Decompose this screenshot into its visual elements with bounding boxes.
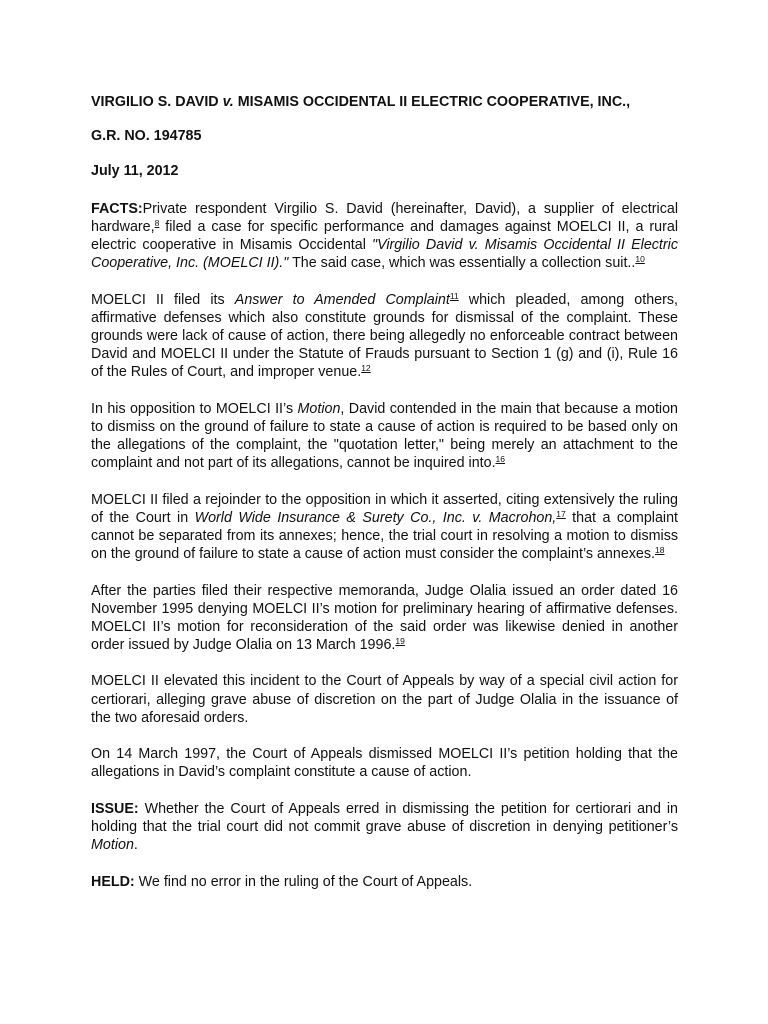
case-title: VIRGILIO S. DAVID v. MISAMIS OCCIDENTAL II ELECTRIC COOPERATIVE, INC.,: [91, 94, 631, 110]
pleading-title: Answer to Amended Complaint: [234, 291, 450, 308]
held-paragraph: HELD: We find no error in the ruling of the Court of Appeals.: [91, 873, 473, 890]
held-label: HELD:: [91, 873, 135, 890]
memoranda-paragraph: After the parties filed their respective memoranda, Judge Olalia issued an order dated 16 November 1995 denying MOELCI II’s motion for preliminary hearing of affirmative defenses. MOELCI II’s motion for reconsideration of the said order was likewise denied in another order issued by Judge Olalia on 13 March 1996.19: [91, 582, 678, 653]
case-name: "Virgilio David v. Misamis Occidental II Electric Cooperative, Inc. (MOELCI II).": [91, 237, 678, 272]
facts-label: FACTS:: [91, 201, 143, 217]
rejoinder-paragraph: MOELCI II filed a rejoinder to the opposition in which it asserted, citing extensively the ruling of the Court in World Wide Insurance & Surety Co., Inc. v. Macrohon,$^{17}$ that a complaint cannot be separated from its annexes; hence, the trial court in resolving a motion to dismiss on the ground of failure to state a cause of action must consider the complaint’s annexes.$^{18}$: [91, 491, 679, 562]
case-digest: [91, 93, 678, 909]
footnote-ref[interactable]: 12: [361, 363, 371, 374]
certiorari-paragraph: MOELCI II elevated this incident to the Court of Appeals by way of a special civil action for certiorari, alleging grave abuse of discretion on the part of Judge Olalia in the issuance of the two aforesaid orders.: [91, 673, 678, 726]
versus: v.: [222, 94, 234, 110]
gr-number: G.R. NO. 194785: [91, 128, 202, 144]
footnote-ref[interactable]: 10: [635, 254, 645, 265]
motion-term: Motion: [297, 400, 341, 417]
issue-label: ISSUE:: [91, 800, 139, 817]
facts-paragraph: FACTS:Private respondent Virgilio S. David (hereinafter, David), a supplier of electrical hardware,$^8$ filed a case for specific performance and damages against MOELCI II, a rural electric cooperative in Misamis Occidental "Virgilio David v. Misamis Occidental II Electric Cooperative, Inc. (MOELCI II)." The said case, which was essentially a collection suit..$^{10}$: [91, 201, 678, 272]
case-citation: World Wide Insurance & Surety Co., Inc. v. Macrohon,: [194, 509, 557, 526]
opposition-paragraph: In his opposition to MOELCI II’s Motion, David contended in the main that because a motion to dismiss on the ground of failure to state a cause of action is required to be based only on the allegations of the complaint, the "quotation letter," being merely an attachment to the complaint and not part of its allegations, cannot be inquired into.$^{16}$: [91, 400, 678, 472]
decision-date: July 11, 2012: [91, 163, 179, 179]
issue-paragraph: ISSUE: Whether the Court of Appeals erred in dismissing the petition for certiorari and in holding that the trial court did not commit grave abuse of discretion in denying petitioner’s Motion.: [91, 800, 678, 854]
footnote-ref[interactable]: 17: [556, 508, 566, 519]
dismissal-paragraph: On 14 March 1997, the Court of Appeals dismissed MOELCI II’s petition holding that the allegations in David’s complaint constitute a cause of action.: [91, 746, 678, 781]
footnote-ref[interactable]: 8: [154, 218, 160, 229]
footnote-ref[interactable]: 11: [449, 290, 459, 301]
footnote-ref[interactable]: 19: [395, 635, 405, 646]
answer-paragraph: MOELCI II filed its Answer to Amended Complaint$^{11}$ which pleaded, among others, affirmative defenses which also constitute grounds for dismissal of the complaint. These grounds were lack of cause of action, there being allegedly no enforceable contract between David and MOELCI II under the Statute of Frauds pursuant to Section 1 (g) and (i), Rule 16 of the Rules of Court, and improper venue.$^{12}$: [91, 290, 678, 381]
footnote-ref[interactable]: 18: [655, 545, 665, 555]
motion-term: Motion: [91, 837, 134, 854]
footnote-ref[interactable]: 16: [495, 454, 506, 465]
